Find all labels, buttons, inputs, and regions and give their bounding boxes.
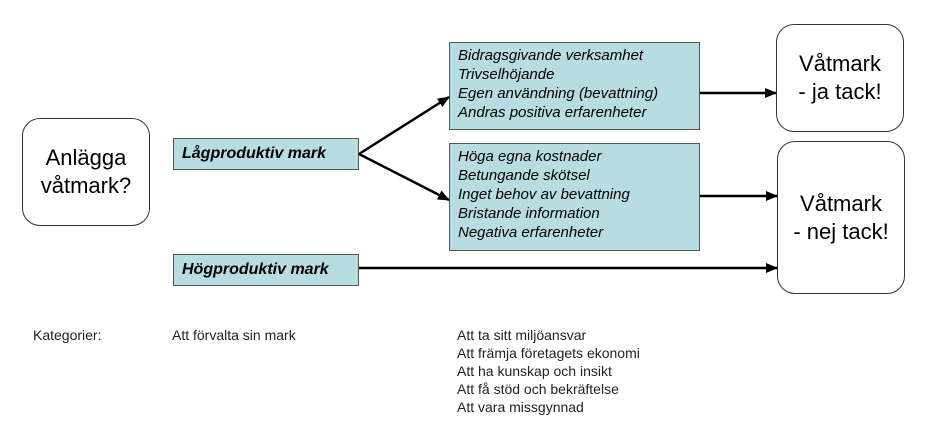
negative-factor: Negativa erfarenheter	[458, 224, 604, 241]
category-list	[457, 326, 640, 416]
arrow-low-to-negative	[359, 154, 449, 200]
arrow-low-to-positive	[359, 97, 449, 154]
negative-factor: Betungande skötsel	[458, 167, 590, 184]
category-item: Att få stöd och bekräftelse	[457, 381, 619, 397]
outcome-no-line-1: Våtmark	[800, 190, 882, 216]
category-item: Att ha kunskap och insikt	[457, 363, 612, 379]
category-manage-land: Att förvalta sin mark	[172, 327, 296, 343]
outcome-no-line-2: - nej tack!	[793, 218, 889, 244]
outcome-yes-line-2: - ja tack!	[798, 79, 882, 104]
low-productive-land-label: Lågproduktiv mark	[182, 145, 327, 162]
positive-factor: Bidragsgivande verksamhet	[458, 47, 644, 64]
category-item: Att ta sitt miljöansvar	[457, 327, 587, 343]
category-item: Att främja företagets ekonomi	[457, 345, 640, 361]
negative-factor: Bristande information	[458, 205, 600, 222]
positive-factor: Trivselhöjande	[458, 66, 555, 83]
outcome-yes-line-1: Våtmark	[799, 51, 881, 76]
high-productive-land-label: Högproduktiv mark	[182, 261, 329, 278]
start-question-line-1: Anlägga	[45, 145, 127, 170]
negative-factor: Inget behov av bevattning	[458, 186, 630, 203]
category-item: Att vara missgynnad	[457, 399, 584, 415]
negative-factor: Höga egna kostnader	[458, 148, 602, 165]
positive-factor: Andras positiva erfarenheter	[458, 104, 647, 121]
categories-label: Kategorier:	[33, 327, 102, 343]
start-question-line-2: våtmark?	[40, 173, 132, 198]
positive-factor: Egen användning (bevattning)	[458, 85, 659, 102]
